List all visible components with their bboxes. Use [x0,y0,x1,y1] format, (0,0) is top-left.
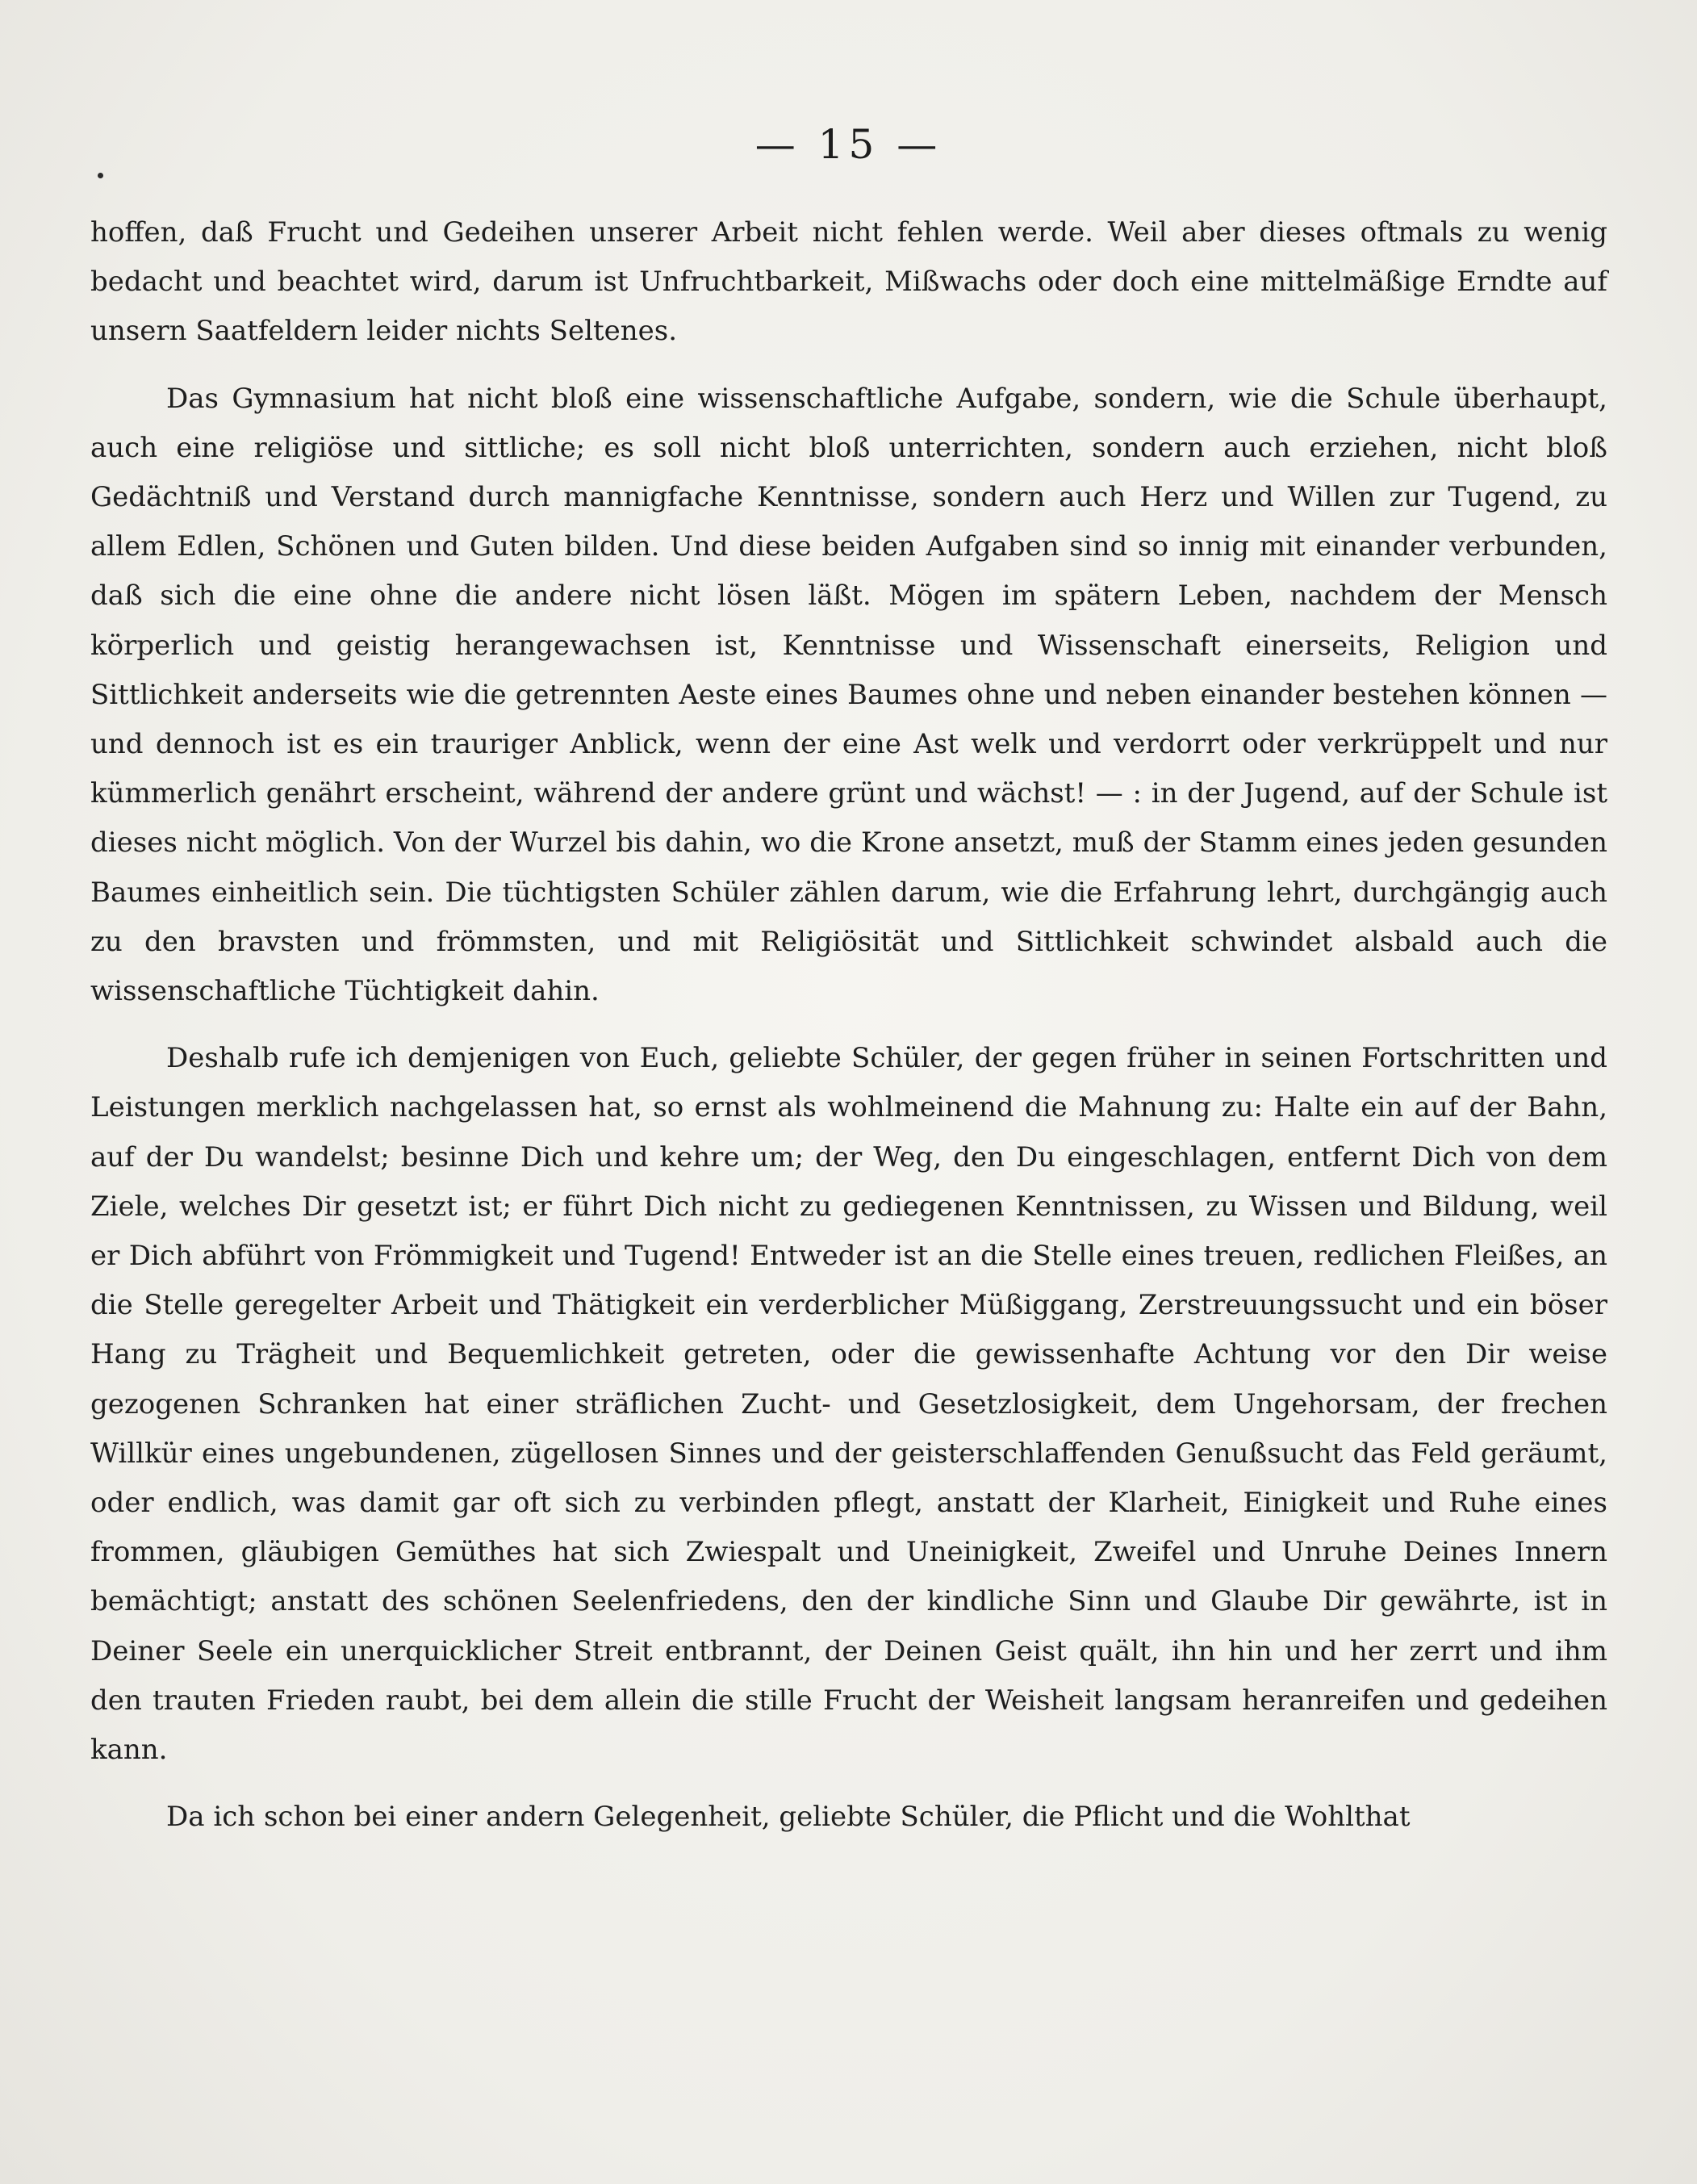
page-number: — 15 — [754,121,943,168]
body-text [90,208,1607,1843]
paragraph-closing-fragment: Da ich schon bei einer andern Gelegenheit, geliebte Schüler, die Pflicht und die Wohlthat [166,1801,1411,1834]
paragraph-gymnasium-task: Das Gymnasium hat nicht bloß eine wissenschaftliche Aufgabe, sondern, wie die Schule überhaupt, auch eine religiöse und sittliche; es soll nicht bloß unterrichten, sondern auch erziehen, nicht bloß Gedächtniß und Verstand durch mannigfache Kenntnisse, sondern auch Herz und Willen zur Tugend, zu allem Edlen, Schönen und Guten bilden. Und diese beiden Aufgaben sind so innig mit einander verbunden, daß sich die eine ohne die andere nicht lösen läßt. Mögen im spätern Leben, nachdem der Mensch körperlich und geistig herangewachsen ist, Kenntnisse und Wissenschaft einerseits, Religion und Sittlichkeit anderseits wie die getrennten Aeste eines Baumes ohne und neben einander bestehen können — und dennoch ist es ein trauriger Anblick, wenn der eine Ast welk und verdorrt oder verkrüppelt und nur kümmerlich genährt erscheint, während der andere grünt und wächst! — : in der Jugend, auf der Schule ist dieses nicht möglich. Von der Wurzel bis dahin, wo die Krone ansetzt, muß der Stamm eines jeden gesunden Baumes einheitlich sein. Die tüchtigsten Schüler zählen darum, wie die Erfahrung lehrt, durchgängig auch zu den bravsten und frömmsten, und mit Religiösität und Sittlichkeit schwindet alsbald auch die wissenschaftliche Tüchtigkeit dahin. [90,382,1607,1008]
paragraph-admonition: Deshalb rufe ich demjenigen von Euch, geliebte Schüler, der gegen früher in seinen Fortschritten und Leistungen merklich nachgelassen hat, so ernst als wohlmeinend die Mahnung zu: Halte ein auf der Bahn, auf der Du wandelst; besinne Dich und kehre um; der Weg, den Du eingeschlagen, entfernt Dich von dem Ziele, welches Dir gesetzt ist; er führt Dich nicht zu gediegenen Kenntnissen, zu Wissen und Bildung, weil er Dich abführt von Frömmigkeit und Tugend! Entweder ist an die Stelle eines treuen, redlichen Fleißes, an die Stelle geregelter Arbeit und Thätigkeit ein verderblicher Müßiggang, Zerstreuungssucht und ein böser Hang zu Trägheit und Bequemlichkeit getreten, oder die gewissenhafte Achtung vor den Dir weise gezogenen Schranken hat einer sträflichen Zucht- und Gesetzlosigkeit, dem Ungehorsam, der frechen Willkür eines ungebundenen, zügellosen Sinnes und der geisterschlaffenden Genußsucht das Feld geräumt, oder endlich, was damit gar oft sich zu verbinden pflegt, anstatt der Klarheit, Einigkeit und Ruhe eines frommen, gläubigen Gemüthes hat sich Zwiespalt und Uneinigkeit, Zweifel und Unruhe Deines Innern bemächtigt; anstatt des schönen Seelenfriedens, den der kindliche Sinn und Glaube Dir gewährte, ist in Deiner Seele ein unerquicklicher Streit entbrannt, der Deinen Geist quält, ihn hin und her zerrt und ihm den trauten Frieden raubt, bei dem allein die stille Frucht der Weisheit langsam heranreifen und gedeihen kann. [90,1042,1607,1767]
paragraph-continuation: hoffen, daß Frucht und Gedeihen unserer Arbeit nicht fehlen werde. Weil aber dieses oftmals zu wenig bedacht und beachtet wird, darum ist Unfruchtbarkeit, Mißwachs oder doch eine mittelmäßige Erndte auf unsern Saatfeldern leider nichts Seltenes. [90,216,1607,348]
ink-speck [98,173,103,178]
